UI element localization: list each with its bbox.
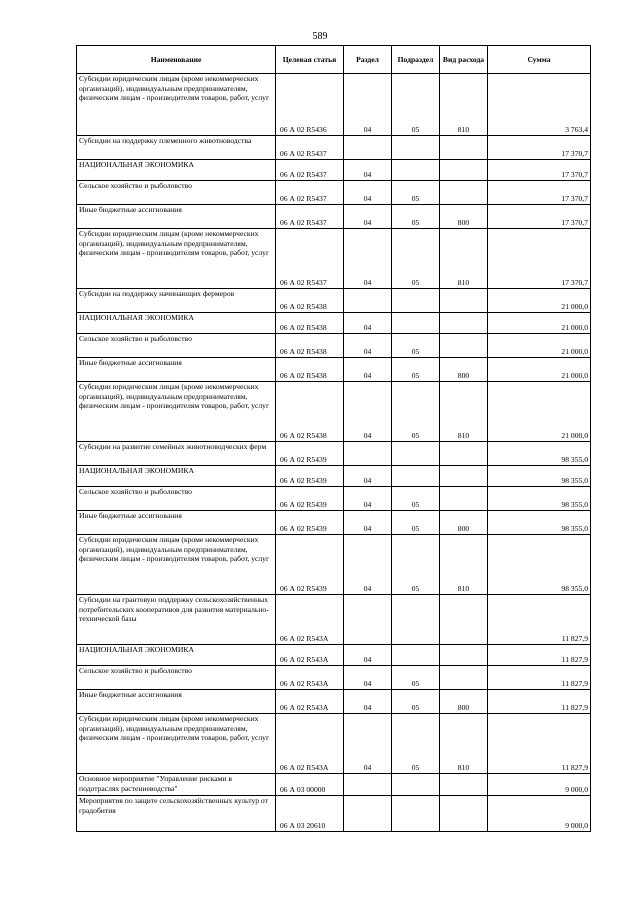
cell-expense-type	[440, 136, 488, 160]
cell-section: 04	[344, 645, 392, 666]
page-number: 589	[312, 31, 328, 42]
table-row	[77, 796, 591, 832]
table-row	[77, 205, 591, 229]
cell-subsection: 05	[392, 334, 440, 358]
cell-expense-type: 810	[440, 74, 488, 136]
cell-sum: 21 000,0	[488, 313, 591, 334]
cell-name: Субсидии на поддержку начинающих фермеров	[77, 289, 276, 313]
cell-expense-type: 810	[440, 714, 488, 774]
cell-expense-type	[440, 181, 488, 205]
cell-section: 04	[344, 666, 392, 690]
cell-target-article: 06 А 02 R5439	[276, 487, 344, 511]
cell-subsection	[392, 313, 440, 334]
cell-expense-type: 810	[440, 229, 488, 289]
cell-target-article: 06 А 02 R5436	[276, 74, 344, 136]
cell-expense-type	[440, 595, 488, 645]
cell-section	[344, 796, 392, 832]
header-name: Наименование	[77, 46, 276, 74]
cell-section: 04	[344, 690, 392, 714]
cell-section: 04	[344, 74, 392, 136]
cell-sum: 11 827,9	[488, 714, 591, 774]
cell-sum: 98 355,0	[488, 466, 591, 487]
table-row	[77, 334, 591, 358]
cell-sum: 17 370,7	[488, 181, 591, 205]
cell-target-article: 06 А 02 R5437	[276, 205, 344, 229]
table-row	[77, 358, 591, 382]
table-row	[77, 535, 591, 595]
cell-expense-type: 800	[440, 358, 488, 382]
cell-sum: 11 827,9	[488, 645, 591, 666]
cell-expense-type: 800	[440, 205, 488, 229]
header-subsection: Подраздел	[392, 46, 440, 74]
cell-target-article: 06 А 02 R5437	[276, 160, 344, 181]
cell-sum: 21 000,0	[488, 334, 591, 358]
cell-sum: 98 355,0	[488, 442, 591, 466]
cell-target-article: 06 А 02 R5439	[276, 535, 344, 595]
cell-target-article: 06 А 02 R5439	[276, 511, 344, 535]
cell-section	[344, 595, 392, 645]
cell-section	[344, 774, 392, 796]
table-row	[77, 313, 591, 334]
cell-sum: 21 000,0	[488, 289, 591, 313]
table-row	[77, 136, 591, 160]
cell-name: Субсидии на поддержку племенного животноводства	[77, 136, 276, 160]
table-row	[77, 229, 591, 289]
cell-name: Субсидии юридическим лицам (кроме некоммерческих организаций), индивидуальным предпринимателям, физическим лицам - производителям товаров, работ, услуг	[77, 714, 276, 774]
table-row	[77, 160, 591, 181]
cell-subsection: 05	[392, 487, 440, 511]
cell-section: 04	[344, 358, 392, 382]
cell-target-article: 06 А 02 R543А	[276, 595, 344, 645]
header-sum: Сумма	[488, 46, 591, 74]
cell-subsection: 05	[392, 511, 440, 535]
cell-target-article: 06 А 03 00000	[276, 774, 344, 796]
cell-name: Субсидии юридическим лицам (кроме некоммерческих организаций), индивидуальным предпринимателям, физическим лицам - производителям товаров, работ, услуг	[77, 229, 276, 289]
cell-section: 04	[344, 334, 392, 358]
cell-expense-type	[440, 442, 488, 466]
table-row	[77, 442, 591, 466]
cell-target-article: 06 А 02 R543А	[276, 714, 344, 774]
cell-target-article: 06 А 02 R543А	[276, 645, 344, 666]
cell-name: Субсидии на развитие семейных животноводческих ферм	[77, 442, 276, 466]
cell-target-article: 06 А 02 R5438	[276, 313, 344, 334]
cell-expense-type	[440, 313, 488, 334]
cell-name: НАЦИОНАЛЬНАЯ ЭКОНОМИКА	[77, 313, 276, 334]
cell-sum: 17 370,7	[488, 229, 591, 289]
cell-name: Сельское хозяйство и рыболовство	[77, 666, 276, 690]
cell-section	[344, 442, 392, 466]
table-row	[77, 714, 591, 774]
cell-name: Субсидии юридическим лицам (кроме некоммерческих организаций), индивидуальным предпринимателям, физическим лицам - производителям товаров, работ, услуг	[77, 74, 276, 136]
cell-name: Сельское хозяйство и рыболовство	[77, 334, 276, 358]
table-header-row	[77, 46, 591, 74]
cell-section: 04	[344, 535, 392, 595]
cell-target-article: 06 А 03 20610	[276, 796, 344, 832]
table-row	[77, 466, 591, 487]
cell-subsection	[392, 136, 440, 160]
cell-name: Сельское хозяйство и рыболовство	[77, 181, 276, 205]
cell-sum: 17 370,7	[488, 136, 591, 160]
cell-expense-type: 810	[440, 382, 488, 442]
cell-name: Основное мероприятие "Управление рисками в подотраслях растениеводства"	[77, 774, 276, 796]
cell-sum: 98 355,0	[488, 535, 591, 595]
cell-section	[344, 289, 392, 313]
cell-name: НАЦИОНАЛЬНАЯ ЭКОНОМИКА	[77, 466, 276, 487]
cell-target-article: 06 А 02 R5438	[276, 382, 344, 442]
header-target-article: Целевая статья	[276, 46, 344, 74]
cell-sum: 9 000,0	[488, 796, 591, 832]
cell-name: НАЦИОНАЛЬНАЯ ЭКОНОМИКА	[77, 645, 276, 666]
table-row	[77, 511, 591, 535]
cell-name: Иные бюджетные ассигнования	[77, 358, 276, 382]
cell-subsection: 05	[392, 205, 440, 229]
cell-section: 04	[344, 205, 392, 229]
cell-section: 04	[344, 382, 392, 442]
cell-subsection	[392, 774, 440, 796]
cell-target-article: 06 А 02 R5437	[276, 181, 344, 205]
table-row	[77, 382, 591, 442]
cell-expense-type	[440, 466, 488, 487]
cell-subsection: 05	[392, 666, 440, 690]
cell-subsection: 05	[392, 382, 440, 442]
cell-section: 04	[344, 229, 392, 289]
cell-section: 04	[344, 487, 392, 511]
cell-sum: 9 000,0	[488, 774, 591, 796]
cell-subsection: 05	[392, 229, 440, 289]
cell-sum: 11 827,9	[488, 690, 591, 714]
cell-target-article: 06 А 02 R543А	[276, 690, 344, 714]
cell-sum: 21 000,0	[488, 358, 591, 382]
table-row	[77, 690, 591, 714]
cell-sum: 11 827,9	[488, 595, 591, 645]
table-row	[77, 595, 591, 645]
table-body	[77, 74, 591, 832]
table-row	[77, 666, 591, 690]
cell-sum: 98 355,0	[488, 487, 591, 511]
cell-name: Иные бюджетные ассигнования	[77, 511, 276, 535]
cell-subsection	[392, 289, 440, 313]
cell-expense-type	[440, 774, 488, 796]
table-row	[77, 645, 591, 666]
cell-sum: 3 763,4	[488, 74, 591, 136]
cell-subsection: 05	[392, 690, 440, 714]
cell-subsection	[392, 796, 440, 832]
cell-section	[344, 136, 392, 160]
cell-subsection: 05	[392, 535, 440, 595]
cell-section: 04	[344, 313, 392, 334]
cell-sum: 17 370,7	[488, 160, 591, 181]
cell-subsection	[392, 645, 440, 666]
cell-target-article: 06 А 02 R5437	[276, 229, 344, 289]
cell-subsection	[392, 595, 440, 645]
cell-sum: 11 827,9	[488, 666, 591, 690]
cell-section: 04	[344, 511, 392, 535]
cell-expense-type: 800	[440, 511, 488, 535]
cell-expense-type	[440, 666, 488, 690]
cell-target-article: 06 А 02 R5439	[276, 466, 344, 487]
cell-expense-type: 800	[440, 690, 488, 714]
cell-name: Иные бюджетные ассигнования	[77, 205, 276, 229]
cell-expense-type	[440, 796, 488, 832]
cell-name: НАЦИОНАЛЬНАЯ ЭКОНОМИКА	[77, 160, 276, 181]
cell-expense-type	[440, 160, 488, 181]
cell-target-article: 06 А 02 R5439	[276, 442, 344, 466]
cell-name: Субсидии юридическим лицам (кроме некоммерческих организаций), индивидуальным предпринимателям, физическим лицам - производителям товаров, работ, услуг	[77, 535, 276, 595]
cell-subsection	[392, 442, 440, 466]
cell-section: 04	[344, 466, 392, 487]
cell-subsection	[392, 160, 440, 181]
cell-subsection: 05	[392, 358, 440, 382]
cell-section: 04	[344, 714, 392, 774]
cell-target-article: 06 А 02 R5438	[276, 358, 344, 382]
cell-name: Субсидии юридическим лицам (кроме некоммерческих организаций), индивидуальным предпринимателям, физическим лицам - производителям товаров, работ, услуг	[77, 382, 276, 442]
cell-sum: 98 355,0	[488, 511, 591, 535]
cell-expense-type	[440, 487, 488, 511]
header-section: Раздел	[344, 46, 392, 74]
cell-subsection: 05	[392, 181, 440, 205]
budget-table	[76, 45, 591, 832]
cell-expense-type: 810	[440, 535, 488, 595]
cell-subsection	[392, 466, 440, 487]
cell-expense-type	[440, 334, 488, 358]
table-row	[77, 74, 591, 136]
cell-target-article: 06 А 02 R5438	[276, 289, 344, 313]
cell-target-article: 06 А 02 R5438	[276, 334, 344, 358]
table-row	[77, 289, 591, 313]
cell-name: Сельское хозяйство и рыболовство	[77, 487, 276, 511]
cell-expense-type	[440, 289, 488, 313]
table-row	[77, 181, 591, 205]
cell-name: Мероприятия по защите сельскохозяйственных культур от градобития	[77, 796, 276, 832]
cell-target-article: 06 А 02 R543А	[276, 666, 344, 690]
table-row	[77, 774, 591, 796]
cell-target-article: 06 А 02 R5437	[276, 136, 344, 160]
cell-sum: 17 370,7	[488, 205, 591, 229]
cell-name: Иные бюджетные ассигнования	[77, 690, 276, 714]
table-row	[77, 487, 591, 511]
header-expense-type: Вид расхода	[440, 46, 488, 74]
cell-expense-type	[440, 645, 488, 666]
cell-subsection: 05	[392, 714, 440, 774]
cell-name: Субсидии на грантовую поддержку сельскохозяйственных потребительских кооперативов для развития материально-технической базы	[77, 595, 276, 645]
cell-subsection: 05	[392, 74, 440, 136]
cell-section: 04	[344, 160, 392, 181]
cell-section: 04	[344, 181, 392, 205]
cell-sum: 21 000,0	[488, 382, 591, 442]
